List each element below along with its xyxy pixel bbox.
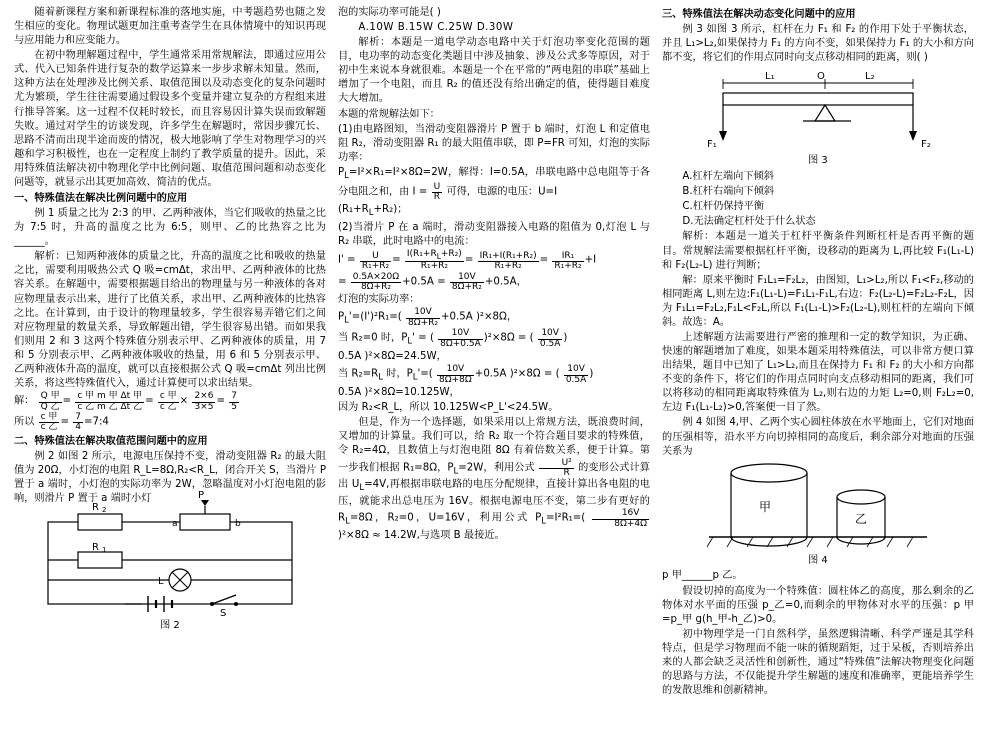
example-2-options: A.10W B.15W C.25W D.30W	[358, 22, 514, 34]
intro-paragraph-1: 随着新课程方案和新课程标准的落地实施，中考题趋势也随之发生相应的变化。物理试题更加注重考查学生在具体情境中的知识再现与应用能力和应变能力。	[14, 7, 326, 47]
equation-case-r2-zero: 当 R₂=0 时，$P_L'$ = ( $\frac{10V}{8\Omega+0.5A}$ )²×8Ω = ( $\frac{10V}{0.5A}$ )	[338, 328, 568, 349]
example-1-result: 所以 $\frac{\text{c 甲}}{\text{c 乙}}$ = $\frac{7}{4}$ =7:4	[14, 411, 109, 433]
figure-4-caption: 图 4	[808, 554, 828, 566]
equation-case-r2-rl-result: 0.5A )²×8Ω=10.125W，	[338, 387, 460, 399]
example-3-solution: 解：原来平衡时 F₁L₁=F₂L₂，由图知，L₁>L₂,所以 F₁<F₂,移动的相同距离 L,则左边:F₁(L₁-L)=F₁L₁-F₁L,右边：F₂(L₂-L)=F₂L₂-F₂L，因为 F₁L₁=F₂L₂,F₁L<F₂L,所以 F₁(L₁-L)>F₂(L₂-L),则杠杆的左端向下倾斜。故选：A。	[662, 274, 974, 328]
column-right	[656, 6, 980, 746]
frac-u2-r: $\frac{\text{U²}}{R}$	[539, 459, 574, 479]
figure-2	[14, 490, 326, 633]
equation-lamp-power: $P_L'=(I')^2R_1=$( $\frac{10V}{\text{8Ω+R₂}}$ +0.5A )²×8Ω，	[338, 307, 518, 328]
svg-text:O: O	[817, 71, 825, 83]
figure-4-cylinders	[703, 461, 933, 553]
equation-case-r2-rl: 当 $R_2=R_L$ 时，$P_L'=$( $\frac{10V}{8\Omega+8\Omega}$ +0.5A )²×8Ω = ( $\frac{10V}{0.5A}$ )	[338, 364, 594, 385]
example-4-statement: 例 4 如图 4,甲、乙两个实心圆柱体放在水平地面上，它们对地面的压强相等，沿水平方向切掉相同的高度后，剩余部分对地面的压强关系为	[662, 417, 974, 457]
example-3-option-c: C.杠杆仍保持平衡	[682, 201, 765, 213]
frac-16v: $\frac{16V}{8\Omega+4\Omega}$	[592, 509, 649, 529]
svg-text:乙: 乙	[855, 511, 868, 526]
example-1-statement: 例 1 质量之比为 2:3 的甲、乙两种液体，当它们吸收的热量之比为 7:5 时，升高的温度之比为 6:5，则甲、乙的比热容之比为______。	[14, 208, 326, 248]
frac-ir1: $\frac{\text{IR₁}}{\text{R₁+R₂}}$	[554, 250, 582, 272]
figure-4	[662, 461, 974, 568]
step-1-text: (1)由电路图知，当滑动变阻器滑片 P 置于 b 端时，灯泡 L 和定值电阻 R₂，滑动变阻器 R₁ 的最大阻值串联，即 P=FR 可知，灯泡的实际功率：	[338, 123, 650, 163]
example-3-option-d: D.无法确定杠杆处于什么状态	[682, 216, 816, 228]
figure-3-caption: 图 3	[808, 155, 828, 167]
fraction-numbers: $\frac{2\times 6}{3\times 5}$	[194, 391, 214, 412]
example-3-option-a: A.杠杆左端向下倾斜	[682, 171, 774, 183]
solution-lead: 解：	[14, 395, 35, 407]
svg-text:1: 1	[102, 546, 107, 555]
fraction-q-ratio: $\frac{\text{Q 甲}}{\text{Q 乙}}$	[40, 391, 60, 412]
svg-text:R: R	[92, 502, 99, 514]
step-1b-text: $P_L=I^2\times R_1=I^2\times 8\Omega=2W$，解得：I=0.5A，串联电路中总电阻等于各分电阻之和，由 I = $\frac{U}{R}$ 可得，电源的电压：U=I	[338, 166, 650, 203]
frac-10v-4: $\frac{10V}{0.5A}$	[539, 328, 561, 349]
section-heading-2: 二、特殊值法在解决取值范围问题中的应用	[14, 435, 208, 447]
frac-i-r-sum: $\frac{I(R_1+R_L+R_2)}{\text{R₁+R₂}}$	[406, 249, 462, 272]
lamp-power-lead: 灯泡的实际功率：	[338, 294, 420, 306]
example-3-comment: 上述解题方法需要进行严密的推理和一定的数学知识，为正确、快速的解题增加了难度，如果本题采用特殊值法，可以非常方便口算出结果，题目中已知了 L₁>L₂,而且在保持力 F₁ 和 F₂ 的大小和方向都不变的条件下，将它们的作用点同时向支点移动相同的距离，我们可以将移动的相同距离取特殊值为 L₂,则右边的力矩 L₂=0,则 F₂L₂=0,左边 F₁(L₁-L₂)>0,答案便一目了然。	[662, 331, 974, 414]
svg-text:P: P	[198, 490, 205, 502]
svg-text:R: R	[92, 542, 99, 554]
conclusion-paragraph: 初中物理学是一门自然科学，虽然逻辑清晰、科学严谨是其学科特点，但是学习物理而不能一味的循规蹈矩，过于呆板，否则培养出来的人都会缺乏灵活性和创新性，通过“特殊值”法解决物理变化问题的思路与方法，不仅能提升学生解题的速度和准确率，更能培养学生的发散思维和创新精神。	[662, 628, 974, 697]
step-2-text: (2)当滑片 P 在 a 端时，滑动变阻器接入电路的阻值为 0,灯泡 L 与 R₂ 串联，此时电路中的电流：	[338, 222, 650, 248]
svg-text:F₁: F₁	[707, 139, 717, 151]
range-conclusion: 因为 R₂<R_L，所以 10.125W<P_L'<24.5W。	[338, 402, 559, 414]
example-3-option-b: B.杠杆右端向下倾斜	[682, 186, 775, 198]
fraction-seven-five: $\frac{7}{5}$	[231, 391, 237, 412]
intro-paragraph-2: 在初中物理解题过程中，学生通常采用常规解法，即通过应用公式、代入已知条件进行复杂的数学运算来一步步求解未知量。然而，这种方法在处理涉及比例关系、取值范围以及动态变化的复杂问题时尤为繁琐，学生往往需要通过假设多个变量并建立复杂的方程组来进行推导答案。这一过程不仅耗时较长，而且容易因计算失误而致解题失败。通过对学生的访谈发现，许多学生在解题时，常因步骤冗长、思路不清而出现半途而废的情况，极大地影响了学生对物理学习的兴趣和学习积极性，也在一定程度上制约了教学质量的提升。因此，采用特殊值法解决初中物理化学中比例问题、取值范围问题和动态变化问题等，就显示出其更加高效、简洁的优点。	[14, 50, 326, 188]
section-heading-3: 三、特殊值法在解决动态变化问题中的应用	[662, 9, 856, 20]
example-4-relation: p 甲______p 乙。	[662, 570, 743, 582]
svg-text:S: S	[220, 608, 227, 620]
method-comment: 但是，作为一个选择题，如果采用以上常规方法，既浪费时间，又增加的计算量。我们可以，给 R₂ 取一个符合题目要求的特殊值，令 R₂=4Ω，且数值上与灯泡电阻 8Ω 有着倍数关系，便于计算。第一步我们根据 R₁=8Ω，$P_L=2W$，利用公式 $\frac{\text{U²}}{R}$ 的变形公式计算出 $U_L=4V$,再根据串联电路的电压分配规律，直接计算出各电阻的电压，就能求出总电压为 16V。根据电源电压不变，第二步有更好的 $R_L=8\Omega$，R₂=0，U=16V，利用公式 $P_L=I^2R_1=$( $\frac{16V}{8\Omega+4\Omega}$ )²×8Ω ≈ 14.2W,与选项 B 最接近。	[338, 417, 650, 542]
svg-text:L₂: L₂	[865, 71, 875, 83]
example-1-solution-label: 解： $\frac{\text{Q 甲}}{\text{Q 乙}}$ = $\frac{\text{c 甲 m 甲 Δt 甲}}{\text{c 乙 m 乙 Δt 乙}}$ = $\frac{\text{c 甲}}{\text{c 乙}}$ × $\frac{2\times 6}{3\times 5}$ = $\frac{7}{5}$	[14, 391, 237, 412]
figure-3-lever	[693, 67, 943, 153]
example-3-analysis: 解析：本题是一道关于杠杆平衡条件判断杠杆是否再平衡的题目。常规解法需要根据杠杆平衡，设移动的距离为 L,再比较 F₁(L₁-L) 和 F₂(L₂-L) 进行判断；	[662, 231, 974, 271]
example-4-analysis: 假设切掉的高度为一个特殊值：圆柱体乙的高度，那么剩余的乙物体对水平面的压强 p_乙=0,而剩余的甲物体对水平的压强：p 甲=p_甲 g(h_甲-h_乙)>0。	[662, 585, 974, 625]
frac-u-over-r12: $\frac{U}{\text{R₁+R₂}}$	[361, 250, 390, 272]
svg-text:2: 2	[102, 506, 107, 515]
svg-text:b: b	[235, 519, 241, 530]
fraction-seven-four: $\frac{7}{4}$	[75, 411, 81, 433]
fraction-c-ratio: $\frac{\text{c 甲}}{\text{c 乙}}$	[159, 391, 177, 412]
equation-current: I' = $\frac{U}{\text{R₁+R₂}}$ = $\frac{I(R_1+R_L+R_2)}{\text{R₁+R₂}}$ = $\frac{\text{IR₁+I(R₁+R₂)}}{\text{R₁+R₂}}$ = $\frac{\text{IR₁}}{\text{R₁+R₂}}$ +I	[338, 249, 597, 272]
fraction-c-m-dt: $\frac{\text{c 甲 m 甲 Δt 甲}}{\text{c 乙 m 乙 Δt 乙}}$	[77, 391, 143, 412]
svg-text:甲: 甲	[759, 499, 772, 514]
fraction-u-r: $\frac{U}{R}$	[433, 181, 441, 203]
figure-3	[662, 67, 974, 168]
figure-2-circuit	[30, 490, 310, 620]
frac-05a-20ohm: $\frac{0.5A\times 20\Omega}{\text{8Ω+R₂}}$	[352, 271, 400, 292]
svg-text:a: a	[172, 519, 178, 530]
column-left	[8, 6, 332, 746]
column-middle	[332, 6, 656, 746]
example-3-statement: 例 3 如图 3 所示，杠杆在力 F₁ 和 F₂ 的作用下处于平衡状态，并且 L₁>L₂,如果保持力 F₁ 的方向不变，如果保持力 F₁ 的大小和方向都不变，将它们的作用点同时向支点移动相同的距离，则( )	[662, 24, 974, 64]
example-2-analysis: 解析：本题是一道电学动态电路中关于灯泡功率变化范围的题目，电功率的动态变化类题目中涉及抽象、涉及公式多等原因，对于初中生来说本身就很难。本题是一个在平常的“两电阻的串联”基础上增加了一个电阻，而且 R₂ 的值还没有给出确定的值，使得题目难度大大增加。	[338, 37, 650, 105]
normal-method-lead: 本题的常规解法如下：	[338, 108, 440, 120]
question-continuation: 泡的实际功率可能是( )	[338, 7, 441, 18]
frac-10v-5: $\frac{10V}{8\Omega+8\Omega}$	[439, 364, 472, 385]
fraction-c-ratio-2: $\frac{\text{c 甲}}{\text{c 乙}}$	[40, 411, 58, 433]
frac-10v-3: $\frac{10V}{8\Omega+0.5A}$	[440, 328, 481, 349]
example-1-analysis: 解析：已知两种液体的质量之比，升高的温度之比和吸收的热量之比，需要利用吸热公式 Q 吸=cmΔt，求出甲、乙两种液体的比热容关系。在解题中，需要根据题目给出的物理量与另一种液体的各对应物理量表示出来，进行了比值关系，求出甲、乙两种液体的比热容之比。在计算到，由于设计的物理量较多，学生很容易弄错它们之间对应物理量的数量关系，导致解题出错，学生很容易出错。而如果我们则用 2 和 3 这两个特殊值分别表示甲、乙两种液体的质量，用 7 和 5 分别表示甲、乙两种液体吸收的热量，用 6 和 5 分别表示甲、乙两种液体升高的温度，就可以直接根据公式 Q 吸=cmΔt 列出比例关系，将这些特殊值代入，通过计算便可以求出结果。	[14, 251, 326, 390]
svg-text:L: L	[158, 576, 164, 588]
figure-2-caption: 图 2	[160, 620, 180, 632]
frac-10v-6: $\frac{10V}{0.5A}$	[565, 364, 587, 385]
equation-case-r2-zero-result: 0.5A )²×8Ω=24.5W，	[338, 351, 447, 363]
svg-text:F₂: F₂	[921, 139, 931, 151]
frac-10v: $\frac{10V}{\text{8Ω+R₂}}$	[451, 271, 482, 292]
step-1c-text: $(R_1+R_L+R_2)$；	[338, 204, 408, 219]
frac-ir1-expanded: $\frac{\text{IR₁+I(R₁+R₂)}}{\text{R₁+R₂}}$	[479, 250, 537, 272]
frac-10v-2: $\frac{10V}{\text{8Ω+R₂}}$	[408, 307, 439, 328]
section-heading-1: 一、特殊值法在解决比例问题中的应用	[14, 193, 188, 205]
equation-current-2: = $\frac{0.5A\times 20\Omega}{\text{8Ω+R₂}}$ +0.5A = $\frac{10V}{\text{8Ω+R₂}}$ +0.5A，	[338, 271, 527, 292]
example-2-statement: 例 2 如图 2 所示，电源电压保持不变，滑动变阻器 R₂ 的最大阻值为 20Ω，小灯泡的电阻 R_L=8Ω,R₂<R_L，闭合开关 S，当滑片 P 置于 a 端时，小灯泡的实际功率为 2W，忽略温度对小灯泡电阻的影响，则滑片 P 置于 a 端时小灯	[14, 450, 326, 505]
svg-text:L₁: L₁	[765, 71, 775, 83]
